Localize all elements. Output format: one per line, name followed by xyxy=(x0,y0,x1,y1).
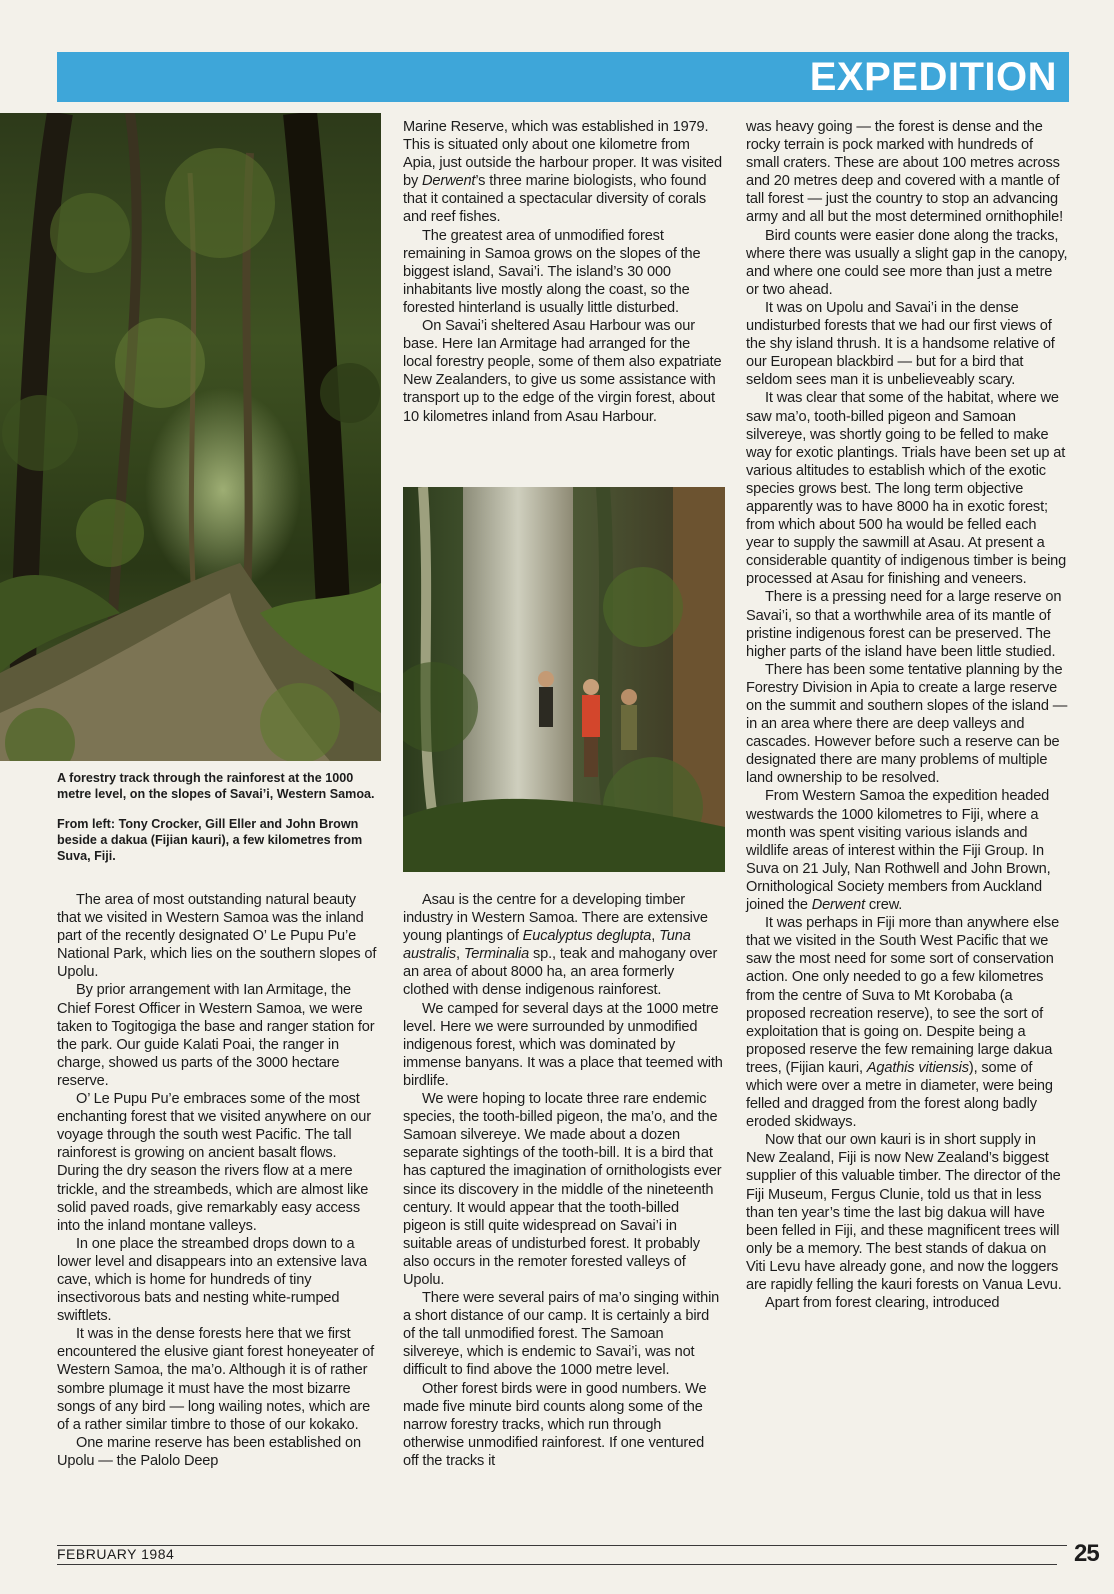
paragraph: We were hoping to locate three rare endemic species, the tooth-billed pigeon, the ma’o, and the Samoan silvereye. We made about a dozen separate sightings of the tooth-bill. It is a bird that has captured the imagination of ornithologists ever since its discovery in the middle of the nineteenth century. It would appear that the tooth-billed pigeon is still quite widespread on Savai’i in suitable areas of undisturbed forest. It probably also occurs in the remoter forested valleys of Upolu. xyxy=(403,1091,722,1288)
paragraph: In one place the streambed drops down to a lower level and disappears into an extensive lava cave, which is home for hundreds of tiny insectivorous bats and nesting white-rumped swiftlets. xyxy=(57,1235,367,1325)
paragraph: Asau is the centre for a developing timber industry in Western Samoa. There are extensive young plantings of Eucalyptus deglupta, Tuna australis, Terminalia sp., teak and mahogany over an area of about 8000 ha, an area formerly clothed with dense indigenous rainforest. xyxy=(403,892,718,999)
page-number: 25 xyxy=(1074,1540,1099,1567)
paragraph: The area of most outstanding natural beauty that we visited in Western Samoa was the inland part of the recently designated O’ Le Pupu Pu’e National Park, which lies on the southern slopes of Upolu. xyxy=(57,892,377,981)
forest-track-photo xyxy=(0,113,381,761)
paragraph: O’ Le Pupu Pu’e embraces some of the most enchanting forest that we visited anywhere on our voyage through the south west Pacific. The tall rainforest is growing on ancient basalt flows. During the dry season the rivers flow at a mere trickle, and the streambeds, which are almost like solid paved roads, give remarkably easy access into the inland montane valleys. xyxy=(57,1091,371,1234)
paragraph: There is a pressing need for a large reserve on Savai’i, so that a worthwhile area of its mantle of pristine indigenous forest can be preserved. The higher parts of the island have been little studied. xyxy=(746,589,1062,660)
paragraph: On Savai’i sheltered Asau Harbour was our base. Here Ian Armitage had arranged for the local forestry people, some of them also expatriate New Zealanders, to give us some assistance with transport up to the edge of the virgin forest, about 10 kilometres inland from Asau Harbour. xyxy=(403,318,722,425)
article-column-1 xyxy=(57,891,377,1470)
paragraph: Other forest birds were in good numbers. We made five minute bird counts along some of the narrow forestry tracks, which run through otherwise unmodified rainforest. If one ventured off the tracks it xyxy=(403,1380,707,1469)
paragraph: The greatest area of unmodified forest remaining in Samoa grows on the slopes of the biggest island, Savai’i. The island’s 30 000 inhabitants live mostly along the coast, so the forested hinterland is usually little disturbed. xyxy=(403,227,701,316)
paragraph: There were several pairs of ma’o singing within a short distance of our camp. It is certainly a bird of the tall unmodified forest. The Samoan silvereye, which is endemic to Savai’i, was not difficult to find above the 1000 metre level. xyxy=(403,1290,720,1379)
paragraph: Apart from forest clearing, introduced xyxy=(765,1295,1000,1312)
footer-rule-bottom xyxy=(57,1564,1057,1565)
dakua-tree-photo xyxy=(403,487,725,872)
paragraph: It was perhaps in Fiji more than anywhere else that we visited in the South West Pacific that we saw the most need for some sort of conservation action. One only needed to go a few kilometres from the centre of Suva to Mt Korobaba (a proposed recreation reserve), to see the sort of exploitation that is going on. Despite being a proposed reserve the few remaining large dakua trees, (Fijian kauri, Agathis vitiensis), some of which were over a metre in diameter, were being felled and dragged from the forest along badly eroded skidways. xyxy=(746,915,1060,1131)
paragraph: Bird counts were easier done along the tracks, where there was usually a slight gap in the canopy, and where one could see more than just a metre or two ahead. xyxy=(746,227,1068,298)
paragraph: It was clear that some of the habitat, where we saw ma’o, tooth-billed pigeon and Samoan silvereye, was shortly going to be felled to make way for exotic plantings. Trials have been set up at various altitudes to establish which of the exotic species grows best. The long term objective apparently was to have 8000 ha in exotic forest; from which about 500 ha would be felled each year to supply the sawmill at Asau. At present a considerable quantity of indigenous timber is being processed at Asau for finishing and veneers. xyxy=(746,390,1067,588)
photo-captions xyxy=(57,770,375,878)
paragraph: There has been some tentative planning by the Forestry Division in Apia to create a large reserve on the summit and southern slopes of the island — in an area where there are deep valleys and cascades. However before such a reserve can be designated there are many problems of multiple land ownership to be resolved. xyxy=(746,661,1068,787)
paragraph: One marine reserve has been established on Upolu — the Palolo Deep xyxy=(57,1434,361,1469)
caption-forest-track: A forestry track through the rainforest at the 1000 metre level, on the slopes of Savai’i, Western Samoa. xyxy=(57,771,375,801)
paragraph: Now that our own kauri is in short supply in New Zealand, Fiji is now New Zealand’s biggest supplier of this valuable timber. The director of the Fiji Museum, Fergus Clunie, told us that in less than ten year’s time the last big dakua will have been felled in Fiji, and these magnificent trees will only be a memory. The best stands of dakua on Viti Levu have already gone, and now the loggers are rapidly felling the kauri forests on Vanua Levu. xyxy=(746,1132,1062,1293)
paragraph: We camped for several days at the 1000 metre level. Here we were surrounded by unmodified indigenous forest, which was dominated by immense banyans. It was a place that teemed with birdlife. xyxy=(403,1000,723,1089)
paragraph: It was on Upolu and Savai’i in the dense undisturbed forests that we had our first views of the shy island thrush. It is a handsome relative of our European blackbird — but for a bird that seldom sees man it is unbelieveably scary. xyxy=(746,299,1055,389)
paragraph: was heavy going — the forest is dense and the rocky terrain is pock marked with hundreds of small craters. These are about 100 metres across and 20 metres deep and covered with a mantle of tall forest — just the country to stop an advancing army and all but the most determined ornithophile! xyxy=(746,119,1063,226)
section-header-bar xyxy=(57,52,1069,102)
paragraph: From Western Samoa the expedition headed westwards the 1000 kilometres to Fiji, where a month was spent visiting various islands and wildlife areas of interest within the Fiji Group. In Suva on 21 July, Nan Rothwell and John Brown, Ornithological Society members from Auckland joined the Derwent crew. xyxy=(746,788,1051,914)
article-column-3 xyxy=(746,118,1068,1312)
caption-dakua-tree: From left: Tony Crocker, Gill Eller and John Brown beside a dakua (Fijian kauri), a few kilometres from Suva, Fiji. xyxy=(57,817,363,863)
footer-rule-top xyxy=(57,1545,1067,1546)
issue-date: FEBRUARY 1984 xyxy=(57,1546,175,1562)
article-column-2-top xyxy=(403,118,723,426)
paragraph: Marine Reserve, which was established in 1979. This is situated only about one kilometre from Apia, just outside the harbour proper. It was visited by Derwent’s three marine biologists, who found that it contained a spectacular diversity of corals and reef fishes. xyxy=(403,119,722,226)
article-column-2-bottom xyxy=(403,891,723,1470)
paragraph: It was in the dense forests here that we first encountered the elusive giant forest honeyeater of Western Samoa, the ma’o. Although it is of rather sombre plumage it must have the most bizarre songs of any bird — long wailing notes, which are of a rather similar timbre to those of our kokako. xyxy=(57,1326,375,1433)
section-title: EXPEDITION xyxy=(809,55,1057,99)
paragraph: By prior arrangement with Ian Armitage, the Chief Forest Officer in Western Samoa, we were taken to Togitogiga the base and ranger station for the park. Our guide Kalati Poai, the ranger in charge, showed us parts of the 3000 hectare reserve. xyxy=(57,982,375,1089)
